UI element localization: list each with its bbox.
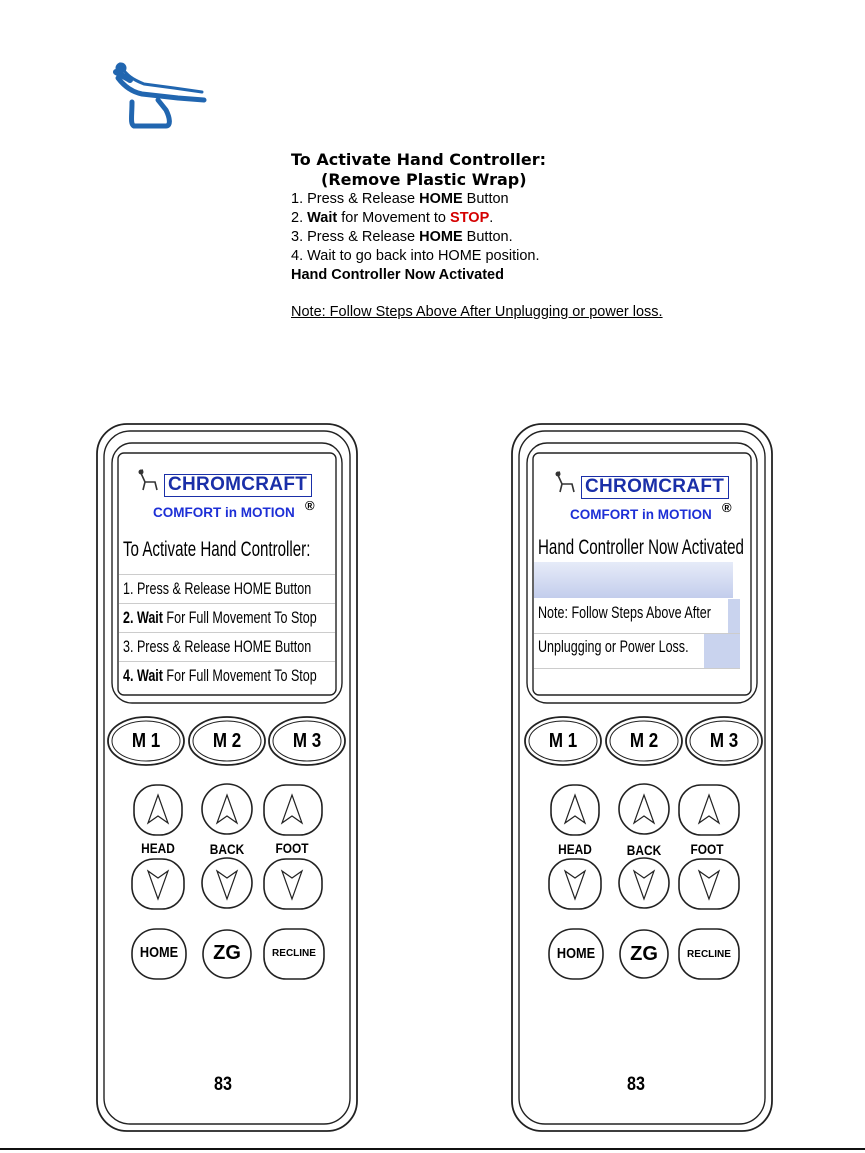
model-number: 83: [214, 1074, 232, 1095]
remote-left: [96, 423, 358, 1133]
m1-button[interactable]: M 1: [548, 730, 578, 752]
model-number: 83: [627, 1074, 645, 1095]
m1-button[interactable]: M 1: [131, 730, 161, 752]
tagline: COMFORT in MOTION: [570, 507, 712, 522]
highlight-bar: [534, 562, 733, 598]
m3-button[interactable]: M 3: [709, 730, 739, 752]
zg-button[interactable]: ZG: [630, 943, 658, 965]
divider: [119, 632, 335, 633]
divider: [119, 661, 335, 662]
divider: [119, 574, 335, 575]
recliner-icon: [554, 470, 576, 496]
screen-title: Hand Controller Now Activated: [538, 536, 744, 559]
back-label: BACK: [209, 841, 245, 857]
remote-right: [511, 423, 773, 1133]
step-2: 2. Wait for Movement to STOP.: [291, 210, 494, 226]
recline-button[interactable]: RECLINE: [272, 948, 316, 959]
step-3: 3. Press & Release HOME Button.: [291, 229, 513, 245]
screen-line-3: 3. Press & Release HOME Button: [123, 638, 312, 656]
m2-button[interactable]: M 2: [212, 730, 242, 752]
highlight-edge: [728, 599, 740, 633]
step-4: 4. Wait to go back into HOME position.: [291, 248, 540, 264]
note-text: Note: Follow Steps Above After Unplugging or power loss.: [291, 304, 663, 320]
step-1: 1. Press & Release HOME Button: [291, 191, 509, 207]
screen-note-1: Note: Follow Steps Above After: [538, 604, 711, 622]
brand-name: CHROMCRAFT: [168, 474, 308, 495]
screen-line-4: 4. Wait For Full Movement To Stop: [123, 667, 317, 685]
registered-mark: ®: [722, 500, 732, 515]
activated-text: Hand Controller Now Activated: [291, 267, 504, 283]
recline-button[interactable]: RECLINE: [687, 949, 731, 960]
divider: [534, 668, 740, 669]
instructions-subtitle: (Remove Plastic Wrap): [321, 170, 527, 189]
instructions-title: To Activate Hand Controller:: [291, 150, 547, 169]
zg-button[interactable]: ZG: [213, 942, 241, 964]
home-button[interactable]: HOME: [556, 945, 596, 962]
foot-label: FOOT: [275, 840, 309, 856]
brand-name: CHROMCRAFT: [585, 476, 725, 497]
head-label: HEAD: [141, 840, 175, 856]
activation-instructions: [291, 150, 811, 322]
registered-mark: ®: [305, 498, 315, 513]
recliner-logo-icon: [108, 58, 216, 133]
page-bottom-rule: [0, 1148, 865, 1150]
foot-label: FOOT: [690, 841, 724, 857]
screen-title: To Activate Hand Controller:: [123, 538, 311, 561]
tagline: COMFORT in MOTION: [153, 505, 295, 520]
screen-note-2: Unplugging or Power Loss.: [538, 638, 689, 656]
back-label: BACK: [626, 842, 662, 858]
m2-button[interactable]: M 2: [629, 730, 659, 752]
recliner-icon: [137, 468, 159, 494]
m3-button[interactable]: M 3: [292, 730, 322, 752]
screen-line-1: 1. Press & Release HOME Button: [123, 580, 312, 598]
home-button[interactable]: HOME: [139, 944, 179, 961]
screen-line-2: 2. Wait For Full Movement To Stop: [123, 609, 317, 627]
highlight-edge: [704, 634, 740, 668]
head-label: HEAD: [558, 841, 592, 857]
remote-right-screen: [534, 454, 750, 694]
divider: [119, 603, 335, 604]
remote-left-screen: [119, 454, 335, 694]
